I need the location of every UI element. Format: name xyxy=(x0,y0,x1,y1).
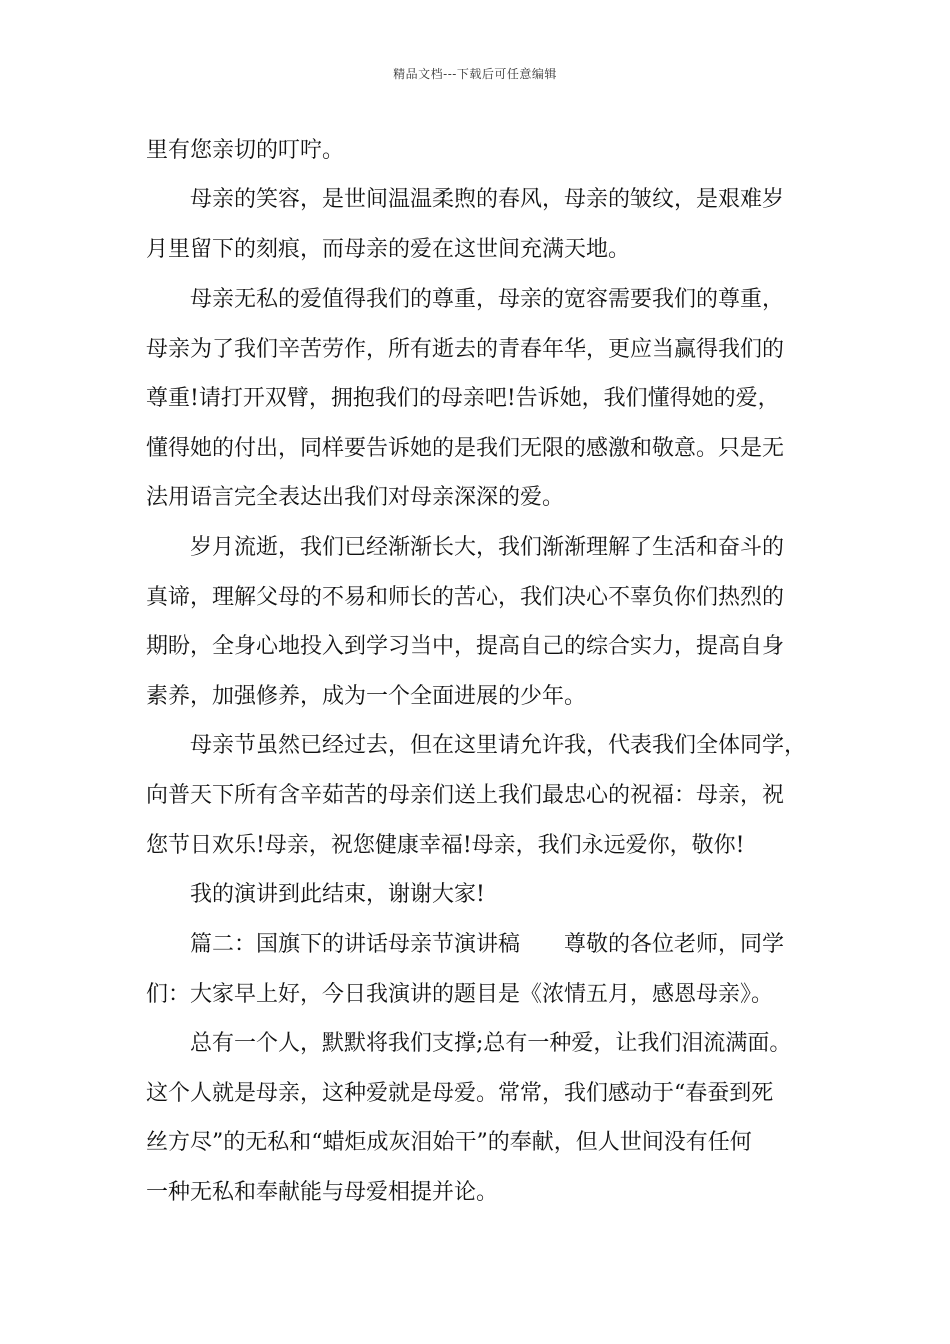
body-text-line: 一种无私和奉献能与母爱相提并论。 xyxy=(146,1180,499,1205)
body-text-line: 素养，加强修养，成为一个全面进展的少年。 xyxy=(146,684,587,709)
body-text-line: 真谛，理解父母的不易和师长的苦心，我们决心不辜负你们热烈的 xyxy=(146,585,785,610)
body-text-line: 您节日欢乐!母亲，祝您健康幸福!母亲，我们永远爱你，敬你! xyxy=(146,833,745,858)
body-text-line: 向普天下所有含辛茹苦的母亲们送上我们最忠心的祝福：母亲，祝 xyxy=(146,783,785,808)
body-text-line: 这个人就是母亲，这种爱就是母爱。常常，我们感动于“春蚕到死 xyxy=(146,1081,774,1106)
body-text-line: 母亲无私的爱值得我们的尊重，母亲的宽容需要我们的尊重， xyxy=(190,287,785,312)
body-text-line: 母亲的笑容，是世间温温柔煦的春风，母亲的皱纹，是艰难岁 xyxy=(190,187,785,212)
page-header: 精品文档---下载后可任意编辑 xyxy=(393,67,557,81)
body-text-line: 总有一个人，默默将我们支撑;总有一种爱，让我们泪流满面。 xyxy=(190,1031,792,1056)
body-text-line: 我的演讲到此结束，谢谢大家! xyxy=(190,882,485,907)
body-text-line: 期盼，全身心地投入到学习当中，提高自己的综合实力，提高自身 xyxy=(146,634,785,659)
body-text-line: 里有您亲切的叮咛。 xyxy=(146,138,345,163)
body-text-line: 岁月流逝，我们已经渐渐长大，我们渐渐理解了生活和奋斗的 xyxy=(190,535,785,560)
body-text-line: 法用语言完全表达出我们对母亲深深的爱。 xyxy=(146,485,565,510)
body-text-line: 母亲为了我们辛苦劳作，所有逝去的青春年华，更应当赢得我们的 xyxy=(146,337,785,362)
body-text-line: 篇二：国旗下的讲话母亲节演讲稿 尊敬的各位老师，同学 xyxy=(190,932,785,957)
body-text-line: 懂得她的付出，同样要告诉她的是我们无限的感激和敬意。只是无 xyxy=(146,436,785,461)
body-text-line: 尊重!请打开双臂，拥抱我们的母亲吧!告诉她，我们懂得她的爱， xyxy=(146,386,780,411)
body-text-line: 们：大家早上好，今日我演讲的题目是《浓情五月，感恩母亲》。 xyxy=(146,982,774,1007)
body-text-line: 丝方尽”的无私和“蜡炬成灰泪始干”的奉献，但人世间没有任何 xyxy=(146,1130,752,1155)
body-text-line: 月里留下的刻痕，而母亲的爱在这世间充满天地。 xyxy=(146,237,631,262)
body-text-line: 母亲节虽然已经过去，但在这里请允许我，代表我们全体同学， xyxy=(190,733,807,758)
